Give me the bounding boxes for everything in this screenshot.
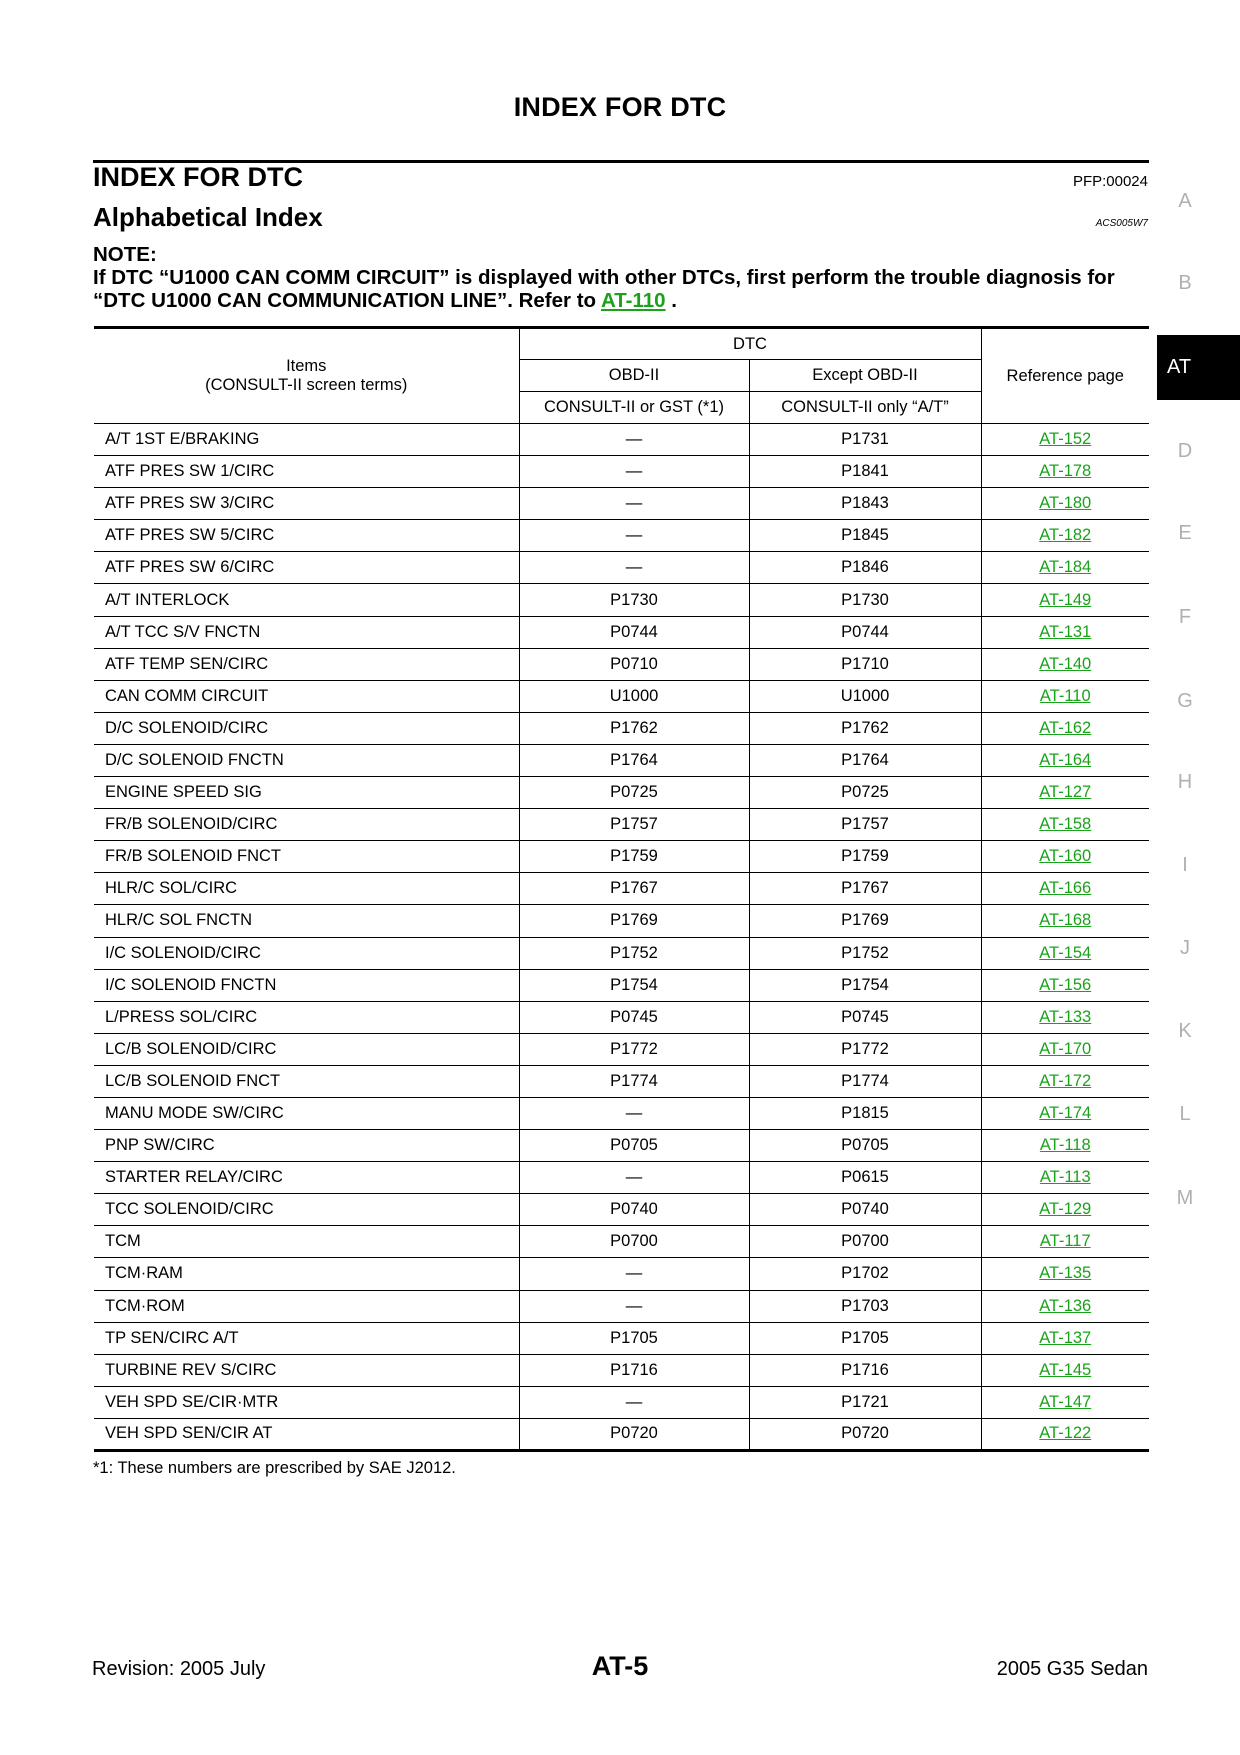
reference-cell (981, 1097, 1149, 1129)
reference-link[interactable]: AT-180 (1039, 494, 1092, 513)
except-obd-dtc-cell: P0615 (749, 1162, 981, 1194)
except-obd-dtc-cell: P0740 (749, 1194, 981, 1226)
sub-title: Alphabetical Index (93, 202, 323, 232)
reference-link[interactable]: AT-113 (1039, 1168, 1091, 1187)
reference-link[interactable]: AT-154 (1039, 943, 1092, 962)
note-label: NOTE: (93, 243, 157, 266)
except-obd-dtc-cell: P1757 (749, 809, 981, 841)
reference-cell (981, 1418, 1149, 1450)
table-row (94, 424, 1149, 456)
reference-cell (981, 680, 1149, 712)
reference-cell (981, 905, 1149, 937)
except-obd-dtc-cell: P1705 (749, 1322, 981, 1354)
reference-cell (981, 1162, 1149, 1194)
obd-dtc-cell: P1764 (519, 744, 749, 776)
except-obd-dtc-cell: P1710 (749, 648, 981, 680)
item-cell: ATF PRES SW 1/CIRC (94, 456, 519, 488)
except-obd-dtc-cell: P1702 (749, 1258, 981, 1290)
reference-cell (981, 712, 1149, 744)
items-header (94, 328, 519, 424)
table-row (94, 1226, 1149, 1258)
reference-cell (981, 552, 1149, 584)
obd-dtc-cell: P1774 (519, 1065, 749, 1097)
obd-dtc-cell: — (519, 520, 749, 552)
item-cell: I/C SOLENOID/CIRC (94, 937, 519, 969)
side-index-j[interactable]: J (1180, 937, 1190, 959)
item-cell: VEH SPD SE/CIR·MTR (94, 1386, 519, 1418)
items-header-line2: (CONSULT-II screen terms) (205, 376, 408, 394)
table-row (94, 680, 1149, 712)
table-row (94, 1258, 1149, 1290)
obd-dtc-cell: P0745 (519, 1001, 749, 1033)
except-obd-dtc-cell: P0744 (749, 616, 981, 648)
except-obd-dtc-cell: P1841 (749, 456, 981, 488)
table-row (94, 1322, 1149, 1354)
item-cell: ATF PRES SW 5/CIRC (94, 520, 519, 552)
table-row (94, 1290, 1149, 1322)
side-index-i[interactable]: I (1182, 854, 1188, 876)
obd-dtc-cell: — (519, 552, 749, 584)
reference-link[interactable]: AT-174 (1039, 1104, 1092, 1123)
table-row (94, 809, 1149, 841)
reference-header: Reference page (981, 328, 1149, 424)
obd-dtc-cell: — (519, 456, 749, 488)
item-cell: D/C SOLENOID FNCTN (94, 744, 519, 776)
except-obd-dtc-cell: P1764 (749, 744, 981, 776)
obd-dtc-cell: — (519, 424, 749, 456)
reference-link[interactable]: AT-178 (1039, 462, 1092, 481)
reference-link[interactable]: AT-135 (1039, 1264, 1092, 1283)
item-cell: ATF PRES SW 3/CIRC (94, 488, 519, 520)
item-cell: A/T TCC S/V FNCTN (94, 616, 519, 648)
except-obd-subheader: CONSULT-II only “A/T” (749, 392, 981, 424)
except-obd-dtc-cell: P1815 (749, 1097, 981, 1129)
except-obd-dtc-cell: P1767 (749, 873, 981, 905)
reference-link[interactable]: AT-166 (1039, 879, 1092, 898)
reference-link[interactable]: AT-131 (1039, 622, 1092, 641)
reference-cell (981, 1065, 1149, 1097)
obd-dtc-cell: P0710 (519, 648, 749, 680)
side-index-e[interactable]: E (1178, 522, 1192, 544)
table-row (94, 777, 1149, 809)
reference-cell (981, 744, 1149, 776)
table-row (94, 456, 1149, 488)
reference-link[interactable]: AT-164 (1039, 750, 1092, 769)
dtc-index-table (94, 326, 1149, 1452)
except-obd-dtc-cell: P1769 (749, 905, 981, 937)
obd-dtc-cell: U1000 (519, 680, 749, 712)
item-cell: ATF TEMP SEN/CIRC (94, 648, 519, 680)
except-obd-dtc-cell: P0705 (749, 1130, 981, 1162)
side-index-active-label: AT (1167, 356, 1192, 378)
reference-link[interactable]: AT-152 (1039, 430, 1092, 449)
footnote: *1: These numbers are prescribed by SAE J2012. (93, 1459, 456, 1477)
item-cell: A/T INTERLOCK (94, 584, 519, 616)
reference-cell (981, 969, 1149, 1001)
reference-cell (981, 1354, 1149, 1386)
reference-link[interactable]: AT-133 (1039, 1007, 1092, 1026)
note-tail: . (665, 289, 677, 312)
reference-link[interactable]: AT-140 (1039, 654, 1092, 673)
item-cell: VEH SPD SEN/CIR AT (94, 1418, 519, 1450)
note-text: If DTC “U1000 CAN COMM CIRCUIT” is displayed with other DTCs, first perform the trouble diagnosis for “DTC U1000 CAN COMMUNICATION LINE”. Refer to (93, 266, 1115, 312)
reference-cell (981, 841, 1149, 873)
except-obd-dtc-cell: P1703 (749, 1290, 981, 1322)
table-row (94, 1097, 1149, 1129)
item-cell: TCM (94, 1226, 519, 1258)
reference-link[interactable]: AT-137 (1039, 1328, 1092, 1347)
table-row (94, 488, 1149, 520)
reference-link[interactable]: AT-182 (1039, 526, 1092, 545)
items-header-line1: Items (286, 357, 327, 375)
obd-dtc-cell: P0725 (519, 777, 749, 809)
table-row (94, 1065, 1149, 1097)
obd-dtc-cell: P1767 (519, 873, 749, 905)
obd-dtc-cell: P1705 (519, 1322, 749, 1354)
pfp-code: PFP:00024 (1072, 173, 1148, 190)
obd-dtc-cell: P1772 (519, 1033, 749, 1065)
obd-dtc-cell: — (519, 1290, 749, 1322)
item-cell: LC/B SOLENOID FNCT (94, 1065, 519, 1097)
reference-link[interactable]: AT-170 (1039, 1039, 1092, 1058)
item-cell: PNP SW/CIRC (94, 1130, 519, 1162)
table-row (94, 520, 1149, 552)
table-row (94, 1354, 1149, 1386)
reference-link[interactable]: AT-156 (1039, 975, 1092, 994)
reference-link[interactable]: AT-129 (1039, 1200, 1092, 1219)
table-row (94, 1386, 1149, 1418)
reference-cell (981, 937, 1149, 969)
item-cell: TURBINE REV S/CIRC (94, 1354, 519, 1386)
except-obd-dtc-cell: P1772 (749, 1033, 981, 1065)
reference-link[interactable]: AT-158 (1039, 815, 1092, 834)
reference-link[interactable]: AT-147 (1039, 1392, 1092, 1411)
side-index-h[interactable]: H (1177, 771, 1193, 793)
item-cell: A/T 1ST E/BRAKING (94, 424, 519, 456)
reference-link[interactable]: AT-117 (1039, 1232, 1091, 1251)
side-index-b[interactable]: B (1178, 272, 1192, 294)
table-row (94, 712, 1149, 744)
obd-dtc-cell: — (519, 1097, 749, 1129)
table-row (94, 648, 1149, 680)
item-cell: I/C SOLENOID FNCTN (94, 969, 519, 1001)
reference-cell (981, 1322, 1149, 1354)
item-cell: TCM·ROM (94, 1290, 519, 1322)
reference-cell (981, 1130, 1149, 1162)
item-cell: ENGINE SPEED SIG (94, 777, 519, 809)
item-cell: ATF PRES SW 6/CIRC (94, 552, 519, 584)
reference-link[interactable]: AT-172 (1039, 1071, 1092, 1090)
reference-cell (981, 584, 1149, 616)
table-row (94, 841, 1149, 873)
reference-cell (981, 520, 1149, 552)
obd-dtc-cell: — (519, 1386, 749, 1418)
reference-link[interactable]: AT-136 (1039, 1296, 1092, 1315)
side-index-f[interactable]: F (1178, 606, 1192, 628)
table-row (94, 969, 1149, 1001)
except-obd-dtc-cell: P1843 (749, 488, 981, 520)
note-reference-link[interactable]: AT-110 (600, 289, 666, 312)
item-cell: TP SEN/CIRC A/T (94, 1322, 519, 1354)
obd-dtc-cell: — (519, 1258, 749, 1290)
reference-cell (981, 1226, 1149, 1258)
item-cell: FR/B SOLENOID FNCT (94, 841, 519, 873)
except-obd-dtc-cell: P1721 (749, 1386, 981, 1418)
reference-link[interactable]: AT-127 (1039, 783, 1092, 802)
except-obd-dtc-cell: P1759 (749, 841, 981, 873)
reference-cell (981, 1290, 1149, 1322)
item-cell: LC/B SOLENOID/CIRC (94, 1033, 519, 1065)
obd-dtc-cell: P0700 (519, 1226, 749, 1258)
reference-cell (981, 1258, 1149, 1290)
reference-cell (981, 809, 1149, 841)
obd-dtc-cell: P1769 (519, 905, 749, 937)
footer-revision: Revision: 2005 July (92, 1658, 266, 1680)
obd-dtc-cell: P0705 (519, 1130, 749, 1162)
item-cell: D/C SOLENOID/CIRC (94, 712, 519, 744)
side-index-d[interactable]: D (1177, 440, 1193, 462)
except-obd-dtc-cell: P1716 (749, 1354, 981, 1386)
obd-dtc-cell: P1759 (519, 841, 749, 873)
obd-dtc-cell: P1754 (519, 969, 749, 1001)
reference-cell (981, 1033, 1149, 1065)
reference-link[interactable]: AT-149 (1039, 590, 1092, 609)
table-row (94, 1162, 1149, 1194)
table-row (94, 1418, 1149, 1450)
dtc-header: DTC (519, 328, 981, 360)
except-obd-dtc-cell: P1762 (749, 712, 981, 744)
obd-dtc-cell: — (519, 488, 749, 520)
except-obd-dtc-cell: P1846 (749, 552, 981, 584)
section-title: INDEX FOR DTC (93, 162, 304, 192)
table-row (94, 1130, 1149, 1162)
except-obd-dtc-cell: P0720 (749, 1418, 981, 1450)
side-index-g[interactable]: G (1177, 690, 1193, 712)
reference-link[interactable]: AT-118 (1039, 1136, 1091, 1155)
side-index-a[interactable]: A (1178, 190, 1192, 212)
except-obd-dtc-cell: P0745 (749, 1001, 981, 1033)
obd-dtc-cell: P1757 (519, 809, 749, 841)
reference-link[interactable]: AT-168 (1039, 911, 1092, 930)
page-header: INDEX FOR DTC (513, 92, 727, 122)
reference-cell (981, 1386, 1149, 1418)
obd-dtc-cell: P1762 (519, 712, 749, 744)
item-cell: L/PRESS SOL/CIRC (94, 1001, 519, 1033)
obd-dtc-cell: — (519, 1162, 749, 1194)
reference-cell (981, 648, 1149, 680)
except-obd-dtc-cell: P0725 (749, 777, 981, 809)
except-obd-dtc-cell: P1754 (749, 969, 981, 1001)
except-obd-dtc-cell: P1752 (749, 937, 981, 969)
side-index-m[interactable]: M (1176, 1187, 1194, 1209)
reference-cell (981, 873, 1149, 905)
obd-dtc-cell: P1716 (519, 1354, 749, 1386)
item-cell: TCC SOLENOID/CIRC (94, 1194, 519, 1226)
obd-dtc-cell: P0744 (519, 616, 749, 648)
item-cell: MANU MODE SW/CIRC (94, 1097, 519, 1129)
table-row (94, 873, 1149, 905)
item-cell: STARTER RELAY/CIRC (94, 1162, 519, 1194)
reference-link[interactable]: AT-184 (1039, 558, 1092, 577)
item-cell: HLR/C SOL FNCTN (94, 905, 519, 937)
table-row (94, 584, 1149, 616)
table-row (94, 552, 1149, 584)
except-obd-dtc-cell: P1730 (749, 584, 981, 616)
side-index-l[interactable]: L (1179, 1103, 1191, 1125)
item-cell: HLR/C SOL/CIRC (94, 873, 519, 905)
reference-link[interactable]: AT-162 (1039, 718, 1092, 737)
obd-dtc-cell: P0720 (519, 1418, 749, 1450)
reference-cell (981, 1001, 1149, 1033)
table-row (94, 905, 1149, 937)
reference-cell (981, 616, 1149, 648)
except-obd-dtc-cell: P1774 (749, 1065, 981, 1097)
except-obd-header: Except OBD-II (749, 360, 981, 392)
table-row (94, 744, 1149, 776)
reference-link[interactable]: AT-160 (1039, 847, 1092, 866)
reference-cell (981, 424, 1149, 456)
side-index-k[interactable]: K (1178, 1020, 1192, 1042)
table-row (94, 1001, 1149, 1033)
item-cell: CAN COMM CIRCUIT (94, 680, 519, 712)
reference-cell (981, 1194, 1149, 1226)
obd-subheader: CONSULT-II or GST (*1) (519, 392, 749, 424)
table-row (94, 616, 1149, 648)
item-cell: TCM·RAM (94, 1258, 519, 1290)
except-obd-dtc-cell: P1731 (749, 424, 981, 456)
footer-page-number: AT-5 (591, 1651, 649, 1681)
obd-dtc-cell: P0740 (519, 1194, 749, 1226)
table-row (94, 1194, 1149, 1226)
footer-model: 2005 G35 Sedan (996, 1658, 1148, 1680)
except-obd-dtc-cell: P1845 (749, 520, 981, 552)
reference-link[interactable]: AT-122 (1039, 1424, 1092, 1443)
table-row (94, 937, 1149, 969)
note-block (93, 243, 1149, 312)
except-obd-dtc-cell: U1000 (749, 680, 981, 712)
reference-cell (981, 456, 1149, 488)
reference-cell (981, 488, 1149, 520)
reference-link[interactable]: AT-145 (1039, 1360, 1092, 1379)
table-row (94, 1033, 1149, 1065)
obd-header: OBD-II (519, 360, 749, 392)
obd-dtc-cell: P1730 (519, 584, 749, 616)
reference-link[interactable]: AT-110 (1039, 686, 1091, 705)
acs-code: ACS005W7 (1095, 218, 1148, 229)
reference-cell (981, 777, 1149, 809)
obd-dtc-cell: P1752 (519, 937, 749, 969)
except-obd-dtc-cell: P0700 (749, 1226, 981, 1258)
side-index-active-tab[interactable] (1157, 335, 1240, 400)
item-cell: FR/B SOLENOID/CIRC (94, 809, 519, 841)
